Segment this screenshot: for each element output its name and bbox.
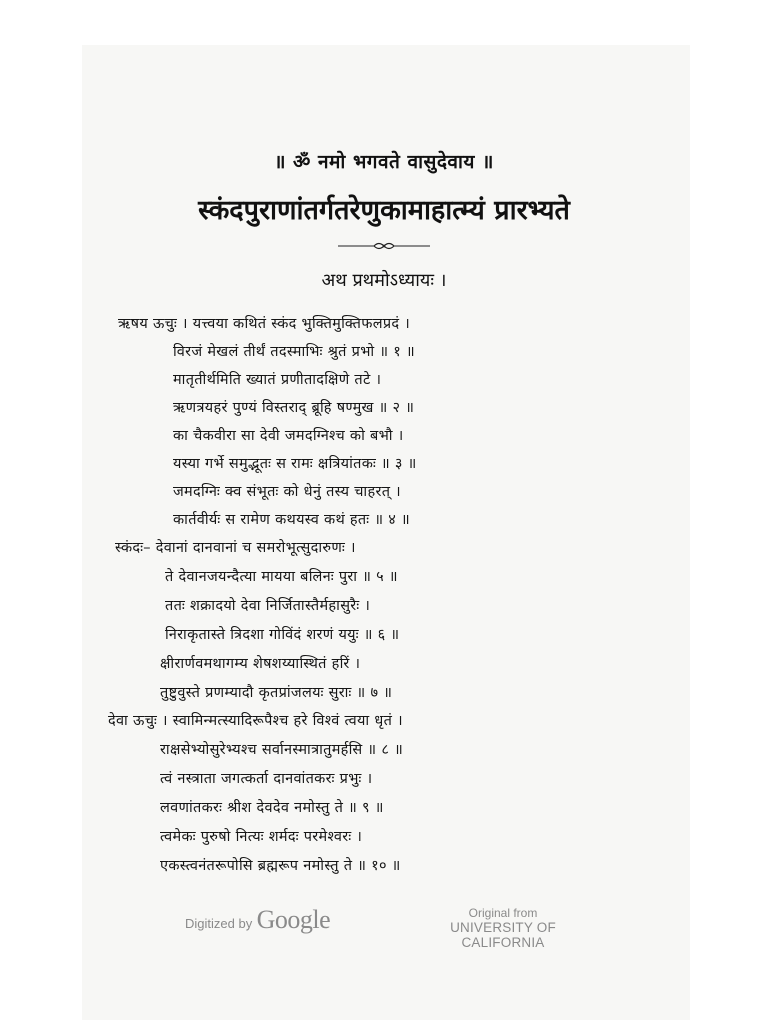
verse-line: जमदग्निः क्व संभूतः को धेनुं तस्य चाहरत् । — [173, 484, 401, 500]
verse-line: कार्तवीर्यः स रामेण कथयस्व कथं हतः ॥ ४ ॥ — [173, 512, 410, 528]
verse-line: ततः शक्रादयो देवा निर्जितास्तैर्महासुरैः । — [165, 598, 371, 614]
original-from-label: Original from — [468, 906, 538, 920]
ornamental-divider-icon — [338, 241, 430, 251]
verse-line: एकस्त्वनंतरूपोसि ब्रह्मरूप नमोस्तु ते ॥ १० ॥ — [160, 858, 401, 874]
google-logo: Google — [256, 905, 331, 934]
original-from-watermark — [420, 906, 586, 950]
university-label: UNIVERSITY OF CALIFORNIA — [450, 920, 556, 950]
verse-line: देवा ऊचुः । स्वामिन्मत्स्यादिरूपैश्च हरे विश्वं त्वया धृतं । — [108, 713, 403, 729]
verse-line: मातृतीर्थमिति ख्यातं प्रणीतादक्षिणे तटे । — [173, 372, 382, 388]
verse-line: स्कंदः– देवानां दानवानां च समरोभूत्सुदारुणः । — [115, 540, 356, 556]
verse-line: लवणांतकरः श्रीश देवदेव नमोस्तु ते ॥ ९ ॥ — [160, 800, 384, 816]
verse-line: ऋणत्रयहरं पुण्यं विस्तराद् ब्रूहि षण्मुख ॥ २ ॥ — [173, 400, 415, 416]
page-title: स्कंदपुराणांतर्गतरेणुकामाहात्म्यं प्रारभ्यते — [198, 195, 570, 226]
chapter-heading: अथ प्रथमोऽध्यायः । — [321, 270, 447, 291]
verse-line: तुष्टुवुस्ते प्रणम्यादौ कृतप्रांजलयः सुराः ॥ ७ ॥ — [160, 685, 393, 701]
digitized-by-watermark — [185, 905, 330, 935]
verse-line: यस्या गर्भे समुद्भूतः स रामः क्षत्रियांतकः ॥ ३ ॥ — [173, 456, 417, 472]
verse-line: राक्षसेभ्योसुरेभ्यश्च सर्वानस्मात्रातुमर्हसि ॥ ८ ॥ — [160, 742, 404, 758]
verse-line: क्षीरार्णवमथागम्य शेषशय्यास्थितं हरिं । — [160, 656, 361, 672]
verse-line: त्वमेकः पुरुषो नित्यः शर्मदः परमेश्वरः । — [160, 829, 363, 845]
invocation-line: ॥ ॐ नमो भगवते वासुदेवाय ॥ — [274, 151, 494, 173]
verse-line: त्वं नस्त्राता जगत्कर्ता दानवांतकरः प्रभुः । — [160, 771, 373, 787]
verse-line: का चैकवीरा सा देवी जमदग्निश्च को बभौ । — [173, 428, 404, 444]
digitized-by-label: Digitized by — [185, 916, 253, 931]
verse-line: ऋषय ऊचुः । यत्त्वया कथितं स्कंद भुक्तिमुक्तिफलप्रदं । — [118, 316, 411, 332]
verse-line: विरजं मेखलं तीर्थं तदस्माभिः श्रुतं प्रभो ॥ १ ॥ — [173, 344, 415, 360]
verse-line: ते देवानजयन्दैत्या मायया बलिनः पुरा ॥ ५ ॥ — [165, 569, 398, 585]
verse-line: निराकृतास्ते त्रिदशा गोविंदं शरणं ययुः ॥ ६ ॥ — [165, 627, 400, 643]
